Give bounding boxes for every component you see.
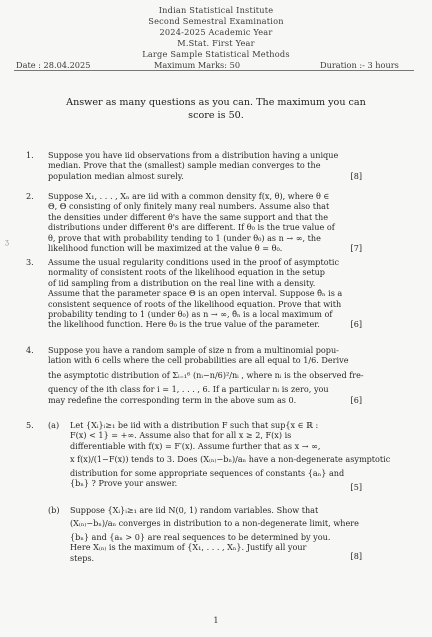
question-number: 4. xyxy=(26,345,34,355)
question-text-line: Let {Xᵢ}ᵢ≥₁ be iid with a distribution F such that sup{x ∈ ℝ : xyxy=(70,420,319,430)
question-text-line: Assume that the parameter space Θ is an open interval. Suppose θ̂ₙ is a xyxy=(48,288,343,299)
question-text-line: Suppose X₁, . . . , Xₙ are iid with a common density f(x, θ), where θ ∈ xyxy=(48,191,330,201)
question-marks: [8] xyxy=(350,170,362,181)
question-number: 3. xyxy=(26,257,34,267)
question-4 xyxy=(26,345,362,405)
question-text-line: differentiable with f(x) = F′(x). Assume further that as x → ∞, xyxy=(70,440,321,451)
question-text-line: median. Prove that the (smallest) sample median converges to the xyxy=(48,160,321,171)
maximum-marks: Maximum Marks: 50 xyxy=(154,59,241,70)
question-text-line: the densities under different θ's have the same support and that the xyxy=(48,211,329,222)
question-text-line: Assume the usual regularity conditions used in the proof of asymptotic xyxy=(48,257,339,267)
question-text-line: Suppose you have a random sample of size n from a multinomial popu- xyxy=(48,345,339,355)
page-number: 1 xyxy=(213,616,219,626)
question-text-line: steps. xyxy=(70,552,95,563)
question-text-line: normality of consistent roots of the likelihood equation in the setup xyxy=(48,267,325,278)
question-marks: [8] xyxy=(350,551,362,561)
exam-duration: Duration :- 3 hours xyxy=(320,59,399,70)
question-text-line: F(x) < 1} = +∞. Assume also that for all x ≥ 2, F(x) is xyxy=(70,430,292,441)
question-text-line: the likelihood function. Here θ₀ is the true value of the parameter. xyxy=(48,319,320,330)
question-text-line: distribution for some appropriate sequences of constants {aₙ} and xyxy=(70,467,345,478)
margin-mark: ʒ xyxy=(5,238,9,246)
question-text-line: may redefine the corresponding term in the above sum as 0. xyxy=(48,394,297,405)
question-part-label: (b) xyxy=(48,505,60,515)
question-text-line: Here X₍ₙ₎ is the maximum of {X₁, . . . , Xₙ}. Justify all your xyxy=(70,542,307,553)
question-text-line: probability tending to 1 (under θ₀) as n → ∞, θ̂ₙ is a local maximum of xyxy=(48,309,333,320)
question-text-line: likelihood function will be maximized at the value θ = θ₀. xyxy=(48,243,283,254)
question-text-line: {bₙ} ? Prove your answer. xyxy=(70,478,178,489)
question-text-line: consistent sequence of roots of the likelihood equation. Prove that with xyxy=(48,298,342,309)
question-part-label: (a) xyxy=(48,420,60,430)
question-text-line: lation with 6 cells where the cell probabilities are all equal to 1/6. Derive xyxy=(48,355,349,366)
question-text-line: the asymptotic distribution of Σᵢ₌₁⁶ (nᵢ−n/6)²/nᵢ , where nᵢ is the observed fre- xyxy=(48,369,364,380)
question-text-line: θ, prove that with probability tending to 1 (under θ₀) as n → ∞, the xyxy=(48,232,321,243)
question-5a xyxy=(26,420,391,493)
question-number: 1. xyxy=(26,150,34,160)
subject-name: Large Sample Statistical Methods xyxy=(142,48,290,59)
question-marks: [6] xyxy=(350,319,362,330)
question-text-line: Θ, Θ consisting of only finitely many real numbers. Assume also that xyxy=(48,201,330,212)
question-text-line: x f(x)/(1−F(x)) tends to 3. Does (X₍ₙ₎−bₙ)/aₙ have a non-degenerate asymptotic xyxy=(70,454,391,465)
question-3 xyxy=(26,257,362,330)
course-name: M.Stat. First Year xyxy=(177,38,255,48)
instructions-line-2: score is 50. xyxy=(188,109,244,121)
question-text-line: distributions under different θ's are different. If θ₀ is the true value of xyxy=(48,222,335,233)
question-text-line: Suppose you have iid observations from a distribution having a unique xyxy=(48,150,339,160)
question-text-line: population median almost surely. xyxy=(48,170,184,181)
question-marks: [5] xyxy=(350,482,362,493)
question-text-line: quency of the ith class for i = 1, . . . , 6. If a particular nᵢ is zero, you xyxy=(48,384,329,395)
question-text-line: of iid sampling from a distribution on the real line with a density. xyxy=(48,277,316,288)
question-1 xyxy=(26,150,362,181)
institute-name: Indian Statistical Institute xyxy=(158,5,274,15)
question-number: 2. xyxy=(26,191,34,201)
exam-date: Date : 28.04.2025 xyxy=(16,59,91,70)
question-marks: [6] xyxy=(350,394,362,405)
question-2 xyxy=(26,191,362,253)
academic-year: 2024-2025 Academic Year xyxy=(159,27,273,37)
header-divider xyxy=(14,70,414,71)
question-marks: [7] xyxy=(350,243,362,253)
question-5b xyxy=(26,505,362,563)
instructions-line-1: Answer as many questions as you can. The maximum you can xyxy=(66,97,366,108)
question-number: 5. xyxy=(26,420,34,430)
question-text-line: Suppose {Xᵢ}ᵢ≥₁ are iid N(0, 1) random variables. Show that xyxy=(70,505,319,515)
question-text-line: (X₍ₙ₎−bₙ)/aₙ converges in distribution to a non-degenerate limit, where xyxy=(70,518,359,529)
exam-name: Second Semestral Examination xyxy=(148,16,284,26)
question-text-line: {bₙ} and {aₙ > 0} are real sequences to be determined by you. xyxy=(70,531,331,542)
